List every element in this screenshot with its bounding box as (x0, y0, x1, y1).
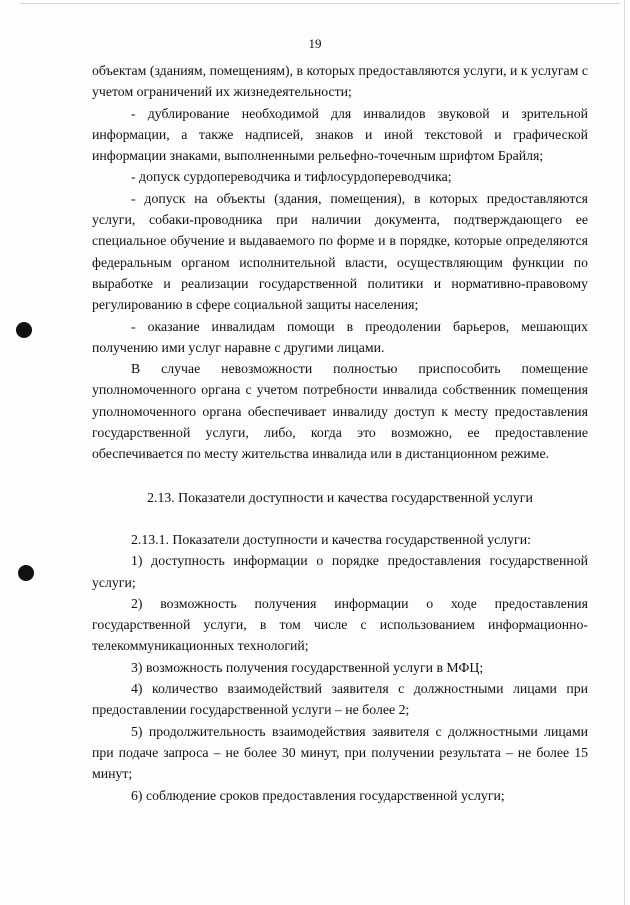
punch-hole-lower (18, 565, 34, 581)
page-number: 19 (308, 36, 322, 51)
document-body (92, 60, 588, 806)
indicator-3: 3) возможность получения государственной услуги в МФЦ; (131, 659, 484, 675)
punch-hole-upper (16, 322, 32, 338)
indicator-1: 1) доступность информации о порядке предоставления государственной услуги; (92, 553, 588, 590)
indicator-4: 4) количество взаимодействий заявителя с должностными лицами при предоставлении государственной услуги – не более 2; (92, 681, 588, 718)
indicator-2: 2) возможность получения информации о ходе предоставления государственной услуги, в том числе с использованием информационно-телекоммуникационных технологий; (92, 595, 588, 654)
paragraph-continuation: объектам (зданиям, помещениям), в которых предоставляются услуги, и к услугам с учетом ограничений их жизнедеятельности; (92, 63, 588, 100)
list-item-assistance: - оказание инвалидам помощи в преодолении барьеров, мешающих получению ими услуг наравне с другими лицами. (92, 318, 588, 355)
list-item-guide-dog: - допуск на объекты (здания, помещения), в которых предоставляются услуги, собаки-проводника при наличии документа, подтверждающего ее специальное обучение и выдаваемого по форме и в порядке, которые определяются федеральным органом исполнительной власти, осуществляющим функции по выработке и реализации государственной политики и нормативно-правовому регулированию в сфере социальной защиты населения; (92, 190, 588, 313)
section-heading: 2.13. Показатели доступности и качества государственной услуги (147, 489, 533, 505)
indicator-6: 6) соблюдение сроков предоставления государственной услуги; (131, 787, 505, 803)
scan-right-edge (624, 0, 625, 905)
section-intro: 2.13.1. Показатели доступности и качества государственной услуги: (131, 531, 531, 547)
indicator-5: 5) продолжительность взаимодействия заявителя с должностными лицами при подаче запроса – не более 30 минут, при получении результата – не более 15 минут; (92, 723, 588, 782)
list-item-interpreter: - допуск сурдопереводчика и тифлосурдопереводчика; (131, 169, 452, 185)
list-item-braille: - дублирование необходимой для инвалидов звуковой и зрительной информации, а также надписей, знаков и иной текстовой и графической информации знаками, выполненными рельефно-точечным шрифтом Брайля; (92, 105, 588, 164)
paragraph-impossibility: В случае невозможности полностью приспособить помещение уполномоченного органа с учетом потребности инвалида собственник помещения уполномоченного органа обеспечивает инвалиду доступ к месту предоставления государственной услуги, либо, когда это возможно, ее предоставление обеспечивается по месту жительства инвалида или в дистанционном режиме. (92, 361, 588, 462)
scan-top-edge (20, 3, 620, 4)
